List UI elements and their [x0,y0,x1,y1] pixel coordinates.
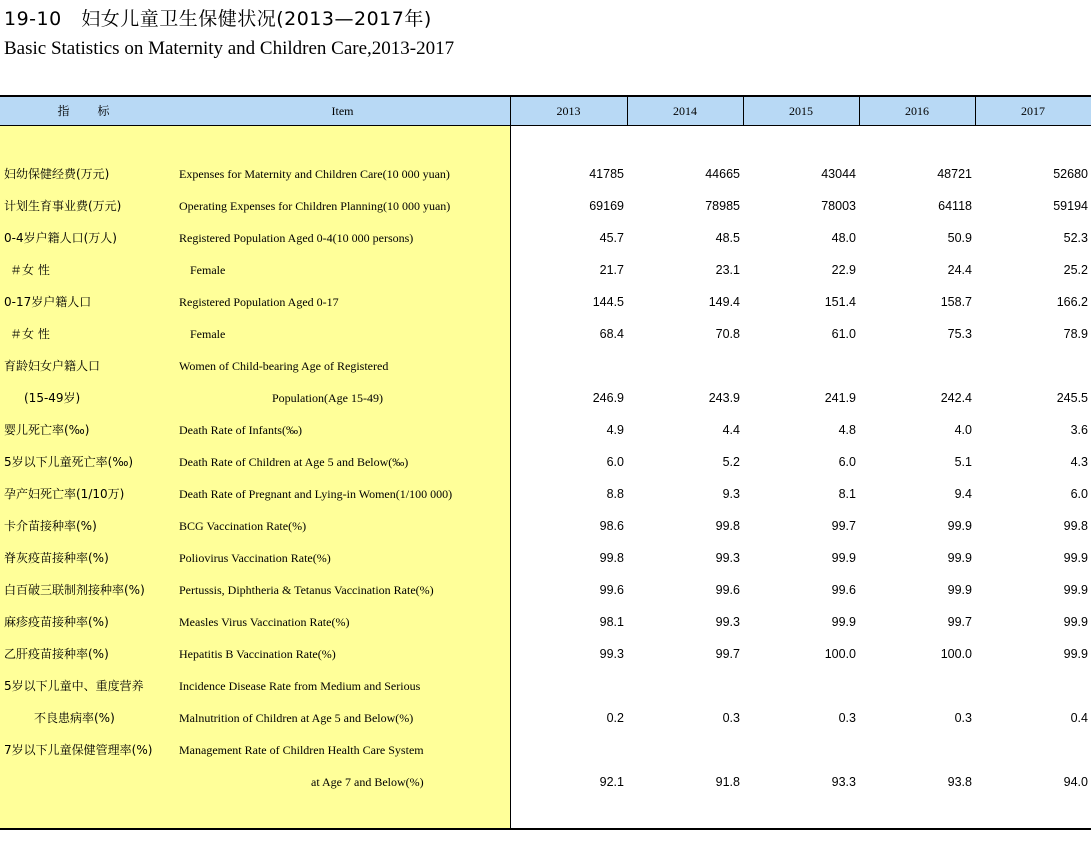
value-cell: 43044 [821,167,856,181]
header-year-2016: 2016 [905,104,929,118]
value-cell: 44665 [705,167,740,181]
header-divider [975,97,976,125]
value-cell: 99.7 [947,615,972,629]
row-label-en: BCG Vaccination Rate(%) [179,519,307,533]
value-cell: 23.1 [715,263,740,277]
value-cell: 24.4 [947,263,972,277]
value-cell: 22.9 [831,263,856,277]
value-cell: 48.0 [831,231,856,245]
value-cell: 166.2 [1056,295,1088,309]
row-label-en: Measles Virus Vaccination Rate(%) [179,615,350,629]
header-year-2013: 2013 [556,104,581,118]
value-cell: 99.3 [715,615,740,629]
row-label-zh: 卡介苗接种率(%) [4,519,97,533]
table-row [0,190,1091,222]
value-cell: 75.3 [947,327,972,341]
row-label-zh: 妇幼保健经费(万元) [4,167,110,181]
value-cell: 48721 [937,167,972,181]
header-year-2014: 2014 [673,104,697,118]
table-row [0,510,1091,542]
table-row [0,606,1091,638]
table-row [0,766,1091,798]
value-cell: 99.7 [831,519,856,533]
value-cell: 0.4 [1070,711,1088,725]
table-row [0,414,1091,446]
value-cell: 6.0 [1070,487,1088,501]
value-cell: 91.8 [715,775,740,789]
row-label-zh: 白百破三联制剂接种率(%) [4,583,145,597]
table-row [0,318,1091,350]
value-cell: 99.6 [599,583,624,597]
table-row [0,158,1091,190]
table-row [0,382,1091,414]
row-label-zh: 不良患病率(%) [34,711,115,725]
table-row [0,350,1091,382]
value-cell: 78.9 [1063,327,1088,341]
value-cell: 52.3 [1063,231,1088,245]
value-cell: 99.7 [715,647,740,661]
value-cell: 144.5 [592,295,624,309]
value-cell: 5.2 [722,455,740,469]
table-row [0,542,1091,574]
value-cell: 243.9 [708,391,740,405]
header-item: Item [331,104,354,118]
value-cell: 41785 [589,167,624,181]
row-label-en: at Age 7 and Below(%) [311,775,424,789]
row-label-zh: ＃女 性 [10,263,50,277]
value-cell: 8.1 [838,487,856,501]
value-cell: 5.1 [954,455,972,469]
value-cell: 21.7 [599,263,624,277]
table-row [0,638,1091,670]
header-year-2017: 2017 [1021,104,1045,118]
value-cell: 0.3 [722,711,740,725]
value-cell: 99.8 [599,551,624,565]
value-cell: 4.3 [1070,455,1088,469]
value-cell: 98.1 [599,615,624,629]
value-cell: 0.3 [954,711,972,725]
header-divider [743,97,744,125]
value-cell: 99.9 [831,615,856,629]
table-bottom-rule [0,828,1091,830]
value-cell: 8.8 [606,487,624,501]
row-label-zh: 0-4岁户籍人口(万人) [4,231,117,245]
value-cell: 99.9 [947,583,972,597]
table-title-zh: 19-10 妇女儿童卫生保健状况(2013—2017年) [4,8,432,30]
value-cell: 52680 [1053,167,1088,181]
value-cell: 70.8 [715,327,740,341]
value-cell: 68.4 [599,327,624,341]
row-label-zh: 脊灰疫苗接种率(%) [4,551,109,565]
value-cell: 78985 [705,199,740,213]
table-row [0,446,1091,478]
row-label-en: Death Rate of Children at Age 5 and Below(‰) [179,455,409,469]
value-cell: 99.9 [1063,615,1088,629]
row-label-en: Pertussis, Diphtheria & Tetanus Vaccination Rate(%) [179,583,434,597]
value-cell: 99.9 [1063,583,1088,597]
row-label-en: Operating Expenses for Children Planning(10 000 yuan) [179,199,451,213]
value-cell: 151.4 [824,295,856,309]
value-cell: 99.3 [715,551,740,565]
row-label-en: Death Rate of Infants(‰) [179,423,302,437]
value-cell: 64118 [938,199,972,213]
value-cell: 158.7 [940,295,972,309]
value-cell: 9.4 [954,487,972,501]
row-label-zh: 5岁以下儿童中、重度营养 [4,679,144,693]
value-cell: 4.4 [722,423,740,437]
row-label-en: Management Rate of Children Health Care System [179,743,424,757]
value-cell: 99.8 [715,519,740,533]
value-cell: 6.0 [838,455,856,469]
row-label-en: Death Rate of Pregnant and Lying-in Women(1/100 000) [179,487,453,501]
value-cell: 93.8 [947,775,972,789]
value-cell: 99.9 [947,519,972,533]
value-cell: 99.9 [1063,551,1088,565]
value-cell: 99.9 [947,551,972,565]
row-label-zh: 育龄妇女户籍人口 [4,359,101,373]
row-label-en: Malnutrition of Children at Age 5 and Below(%) [179,711,414,725]
table-title-en: Basic Statistics on Maternity and Children Care,2013-2017 [4,38,455,59]
value-cell: 94.0 [1063,775,1088,789]
value-cell: 4.0 [954,423,972,437]
header-indicator: 指 标 [57,104,118,118]
value-cell: 4.9 [606,423,624,437]
value-cell: 242.4 [940,391,972,405]
row-label-en: Poliovirus Vaccination Rate(%) [179,551,331,565]
value-cell: 92.1 [599,775,624,789]
row-label-en: Registered Population Aged 0-17 [179,295,339,309]
value-cell: 99.6 [831,583,856,597]
header-year-2015: 2015 [789,104,813,118]
table-row [0,254,1091,286]
row-label-zh: (15-49岁) [24,391,81,405]
value-cell: 98.6 [599,519,624,533]
table-row [0,478,1091,510]
value-cell: 4.8 [838,423,856,437]
value-cell: 0.2 [606,711,624,725]
row-label-zh: ＃女 性 [10,327,50,341]
row-label-en: Population(Age 15-49) [272,391,383,405]
row-label-zh: 孕产妇死亡率(1/10万) [4,487,125,501]
row-label-zh: 0-17岁户籍人口 [4,295,92,309]
row-label-en: Hepatitis B Vaccination Rate(%) [179,647,336,661]
value-cell: 241.9 [824,391,856,405]
value-cell: 100.0 [940,647,972,661]
value-cell: 93.3 [831,775,856,789]
statistics-table [0,95,1091,830]
row-label-en: Registered Population Aged 0-4(10 000 persons) [179,231,414,245]
value-cell: 3.6 [1070,423,1088,437]
row-label-zh: 5岁以下儿童死亡率(‰) [4,455,134,469]
value-cell: 100.0 [824,647,856,661]
row-label-zh: 计划生育事业费(万元) [4,199,122,213]
table-row [0,574,1091,606]
row-label-zh: 乙肝疫苗接种率(%) [4,647,109,661]
row-label-zh: 麻疹疫苗接种率(%) [4,615,109,629]
row-label-en: Female [190,263,226,277]
table-row [0,670,1091,702]
value-cell: 69169 [589,199,624,213]
value-cell: 6.0 [606,455,624,469]
row-label-zh: 7岁以下儿童保健管理率(%) [4,743,153,757]
value-cell: 45.7 [599,231,624,245]
value-cell: 48.5 [715,231,740,245]
table-row [0,222,1091,254]
value-cell: 78003 [821,199,856,213]
row-label-en: Women of Child-bearing Age of Registered [179,359,389,373]
value-cell: 99.3 [599,647,624,661]
value-cell: 99.9 [831,551,856,565]
row-label-en: Female [190,327,226,341]
value-cell: 99.9 [1063,647,1088,661]
row-label-en: Expenses for Maternity and Children Care(10 000 yuan) [179,167,450,181]
value-cell: 245.5 [1056,391,1088,405]
table-row [0,702,1091,734]
header-divider [859,97,860,125]
value-cell: 25.2 [1063,263,1088,277]
value-cell: 0.3 [838,711,856,725]
value-cell: 99.8 [1063,519,1088,533]
row-label-zh: 婴儿死亡率(‰) [4,423,90,437]
value-cell: 246.9 [592,391,624,405]
value-cell: 9.3 [722,487,740,501]
value-cell: 149.4 [708,295,740,309]
value-cell: 59194 [1053,199,1088,213]
table-row [0,734,1091,766]
value-cell: 61.0 [831,327,856,341]
header-divider [627,97,628,125]
table-header-rule [0,125,1091,126]
row-label-en: Incidence Disease Rate from Medium and Serious [179,679,421,693]
table-row [0,286,1091,318]
value-cell: 99.6 [715,583,740,597]
value-cell: 50.9 [947,231,972,245]
